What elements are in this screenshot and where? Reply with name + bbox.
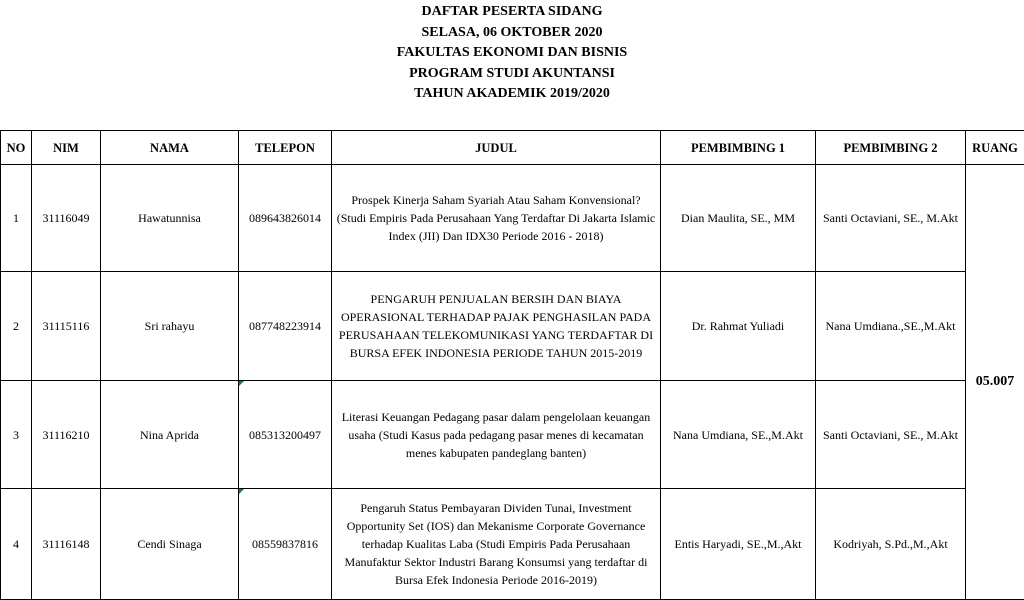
comment-indicator-icon bbox=[239, 381, 244, 386]
cell-ruang: 05.007 bbox=[966, 165, 1024, 600]
cell-no: 1 bbox=[1, 165, 32, 272]
cell-pembimbing-1: Entis Haryadi, SE.,M.,Akt bbox=[661, 489, 816, 600]
cell-pembimbing-2: Nana Umdiana.,SE.,M.Akt bbox=[816, 272, 966, 381]
header-date: SELASA, 06 OKTOBER 2020 bbox=[0, 23, 1024, 44]
cell-pembimbing-1: Dian Maulita, SE., MM bbox=[661, 165, 816, 272]
column-header-judul: JUDUL bbox=[332, 131, 661, 165]
cell-judul: Pengaruh Status Pembayaran Dividen Tunai, Investment Opportunity Set (IOS) dan Mekanisme Corporate Governance terhadap Kualitas Laba (Studi Empiris Pada Perusahaan Manufaktur Sektor Industri Barang Konsumsi yang terdaftar di Bursa Efek Indonesia Periode 2016-2019) bbox=[332, 489, 661, 600]
column-header-no: NO bbox=[1, 131, 32, 165]
table-header-row bbox=[1, 131, 1024, 165]
telepon-value: 089643826014 bbox=[249, 211, 321, 225]
cell-pembimbing-2: Santi Octaviani, SE., M.Akt bbox=[816, 381, 966, 489]
table-row bbox=[1, 381, 1024, 489]
cell-no: 2 bbox=[1, 272, 32, 381]
document-header bbox=[0, 2, 1024, 105]
comment-indicator-icon bbox=[239, 489, 244, 494]
cell-judul: Prospek Kinerja Saham Syariah Atau Saham Konvensional? (Studi Empiris Pada Perusahaan Yang Terdaftar Di Jakarta Islamic Index (JII) Dan IDX30 Periode 2016 - 2018) bbox=[332, 165, 661, 272]
cell-telepon bbox=[239, 381, 332, 489]
cell-telepon bbox=[239, 165, 332, 272]
column-header-ruang: RUANG bbox=[966, 131, 1024, 165]
column-header-pembimbing-1: PEMBIMBING 1 bbox=[661, 131, 816, 165]
header-academic-year: TAHUN AKADEMIK 2019/2020 bbox=[0, 84, 1024, 105]
cell-pembimbing-1: Nana Umdiana, SE.,M.Akt bbox=[661, 381, 816, 489]
telepon-value: 08559837816 bbox=[252, 537, 318, 551]
column-header-telepon: TELEPON bbox=[239, 131, 332, 165]
header-faculty: FAKULTAS EKONOMI DAN BISNIS bbox=[0, 43, 1024, 64]
column-header-nama: NAMA bbox=[101, 131, 239, 165]
cell-nama: Cendi Sinaga bbox=[101, 489, 239, 600]
cell-telepon bbox=[239, 489, 332, 600]
telepon-value: 087748223914 bbox=[249, 319, 321, 333]
column-header-pembimbing-2: PEMBIMBING 2 bbox=[816, 131, 966, 165]
header-program: PROGRAM STUDI AKUNTANSI bbox=[0, 64, 1024, 85]
cell-nama: Nina Aprida bbox=[101, 381, 239, 489]
cell-no: 4 bbox=[1, 489, 32, 600]
cell-nim: 31115116 bbox=[32, 272, 101, 381]
table-row bbox=[1, 272, 1024, 381]
participants-table bbox=[0, 130, 1024, 600]
cell-nim: 31116049 bbox=[32, 165, 101, 272]
cell-nim: 31116148 bbox=[32, 489, 101, 600]
cell-nama: Sri rahayu bbox=[101, 272, 239, 381]
table-row bbox=[1, 489, 1024, 600]
telepon-value: 085313200497 bbox=[249, 428, 321, 442]
cell-judul: Literasi Keuangan Pedagang pasar dalam pengelolaan keuangan usaha (Studi Kasus pada pedagang pasar menes di kecamatan menes kabupaten pandeglang banten) bbox=[332, 381, 661, 489]
cell-nim: 31116210 bbox=[32, 381, 101, 489]
cell-no: 3 bbox=[1, 381, 32, 489]
cell-pembimbing-2: Kodriyah, S.Pd.,M.,Akt bbox=[816, 489, 966, 600]
cell-judul: PENGARUH PENJUALAN BERSIH DAN BIAYA OPERASIONAL TERHADAP PAJAK PENGHASILAN PADA PERUSAHAAN TELEKOMUNIKASI YANG TERDAFTAR DI BURSA EFEK INDONESIA PERIODE TAHUN 2015-2019 bbox=[332, 272, 661, 381]
cell-telepon bbox=[239, 272, 332, 381]
column-header-nim: NIM bbox=[32, 131, 101, 165]
cell-pembimbing-2: Santi Octaviani, SE., M.Akt bbox=[816, 165, 966, 272]
table-row bbox=[1, 165, 1024, 272]
cell-nama: Hawatunnisa bbox=[101, 165, 239, 272]
cell-pembimbing-1: Dr. Rahmat Yuliadi bbox=[661, 272, 816, 381]
header-title: DAFTAR PESERTA SIDANG bbox=[0, 2, 1024, 23]
